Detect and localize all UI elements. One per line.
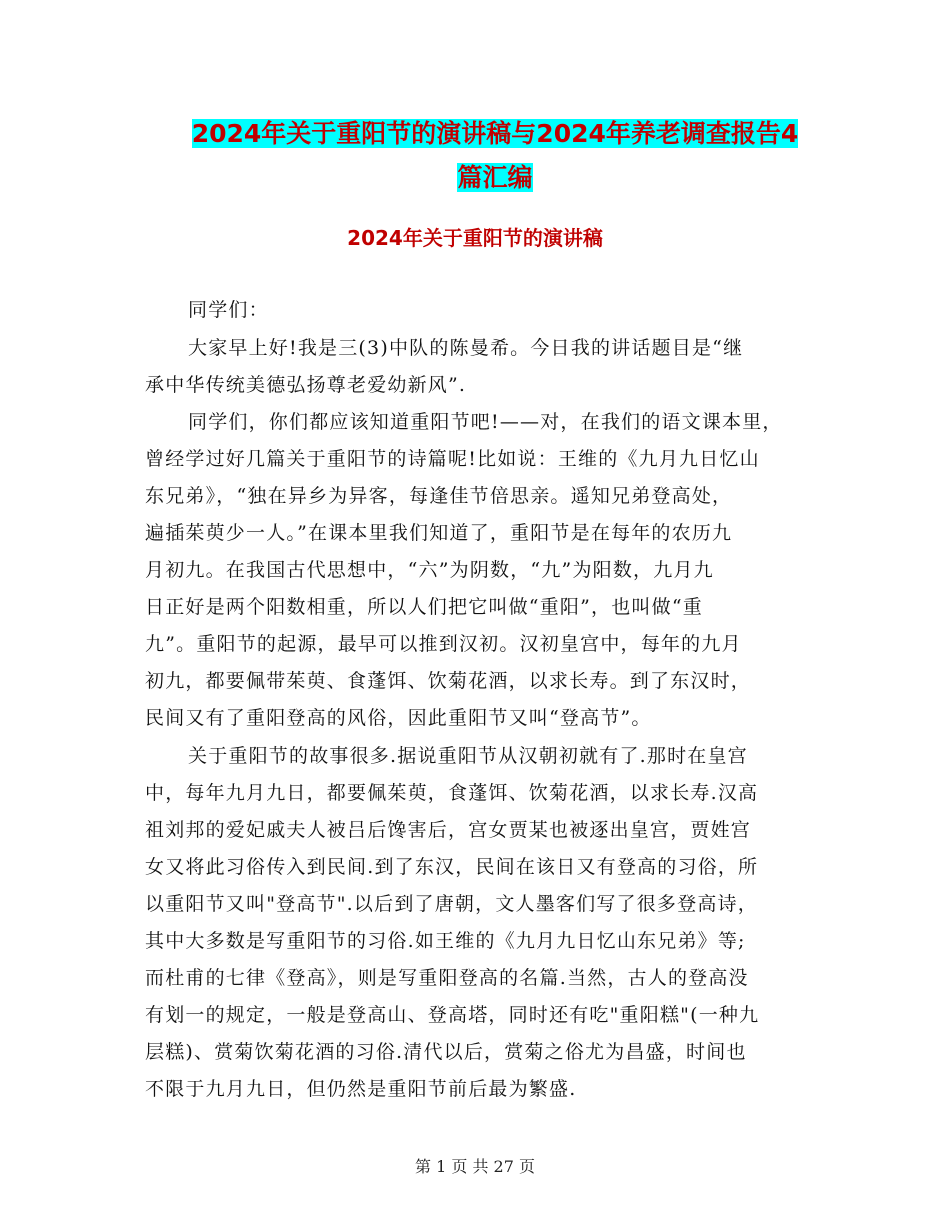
- body-line: 日正好是两个阳数相重，所以人们把它叫做“重阳”，也叫做“重: [145, 596, 703, 618]
- document-title-line1: 2024年关于重阳节的演讲稿与2024年养老调查报告4: [191, 119, 799, 148]
- body-line: 女又将此习俗传入到民间.到了东汉，民间在该日又有登高的习俗，所: [145, 856, 759, 878]
- document-title-line2: 篇汇编: [457, 163, 533, 192]
- body-line: 同学们：: [188, 299, 269, 321]
- body-line: 遍插茱萸少一人。”在课本里我们知道了，重阳节是在每年的农历九: [145, 522, 733, 544]
- body-line: 中，每年九月九日，都要佩茱萸，食蓬饵、饮菊花酒，以求长寿.汉高: [145, 782, 759, 804]
- body-line: 不限于九月九日，但仍然是重阳节前后最为繁盛.: [145, 1078, 577, 1100]
- body-line: 层糕)、赏菊饮菊花酒的习俗.清代以后，赏菊之俗尤为昌盛，时间也: [145, 1041, 747, 1063]
- document-title: [150, 112, 840, 200]
- body-line: 月初九。在我国古代思想中，“六”为阴数，“九”为阳数，九月九: [145, 559, 714, 581]
- body-line: 初九，都要佩带茱萸、食蓬饵、饮菊花酒，以求长寿。到了东汉时，: [145, 670, 752, 692]
- body-line: 而杜甫的七律《登高》，则是写重阳登高的名篇.当然，古人的登高没: [145, 967, 749, 989]
- body-line: 承中华传统美德弘扬尊老爱幼新风”.: [145, 374, 467, 396]
- body-line: 同学们，你们都应该知道重阳节吧!——对，在我们的语文课本里，: [188, 411, 783, 433]
- body-line: 大家早上好!我是三(3)中队的陈曼希。今日我的讲话题目是“继: [188, 337, 744, 359]
- body-line: 民间又有了重阳登高的风俗，因此重阳节又叫“登高节”。: [145, 707, 652, 729]
- body-line: 东兄弟》，“独在异乡为异客，每逢佳节倍思亲。遥知兄弟登高处，: [145, 485, 733, 507]
- page-footer: 第 1 页 共 27 页: [415, 1157, 535, 1176]
- body-line: 祖刘邦的爱妃戚夫人被吕后馋害后，宫女贾某也被逐出皇宫，贾姓宫: [145, 819, 752, 841]
- body-line: 关于重阳节的故事很多.据说重阳节从汉朝初就有了.那时在皇宫: [188, 745, 748, 767]
- body-line: 曾经学过好几篇关于重阳节的诗篇呢!比如说：王维的《九月九日忆山: [145, 448, 760, 470]
- section-heading: 2024年关于重阳节的演讲稿: [347, 226, 603, 250]
- body-line: 以重阳节又叫"登高节".以后到了唐朝，文人墨客们写了很多登高诗，: [145, 893, 758, 915]
- body-line: 其中大多数是写重阳节的习俗.如王维的《九月九日忆山东兄弟》等;: [145, 930, 746, 952]
- body-line: 有划一的规定，一般是登高山、登高塔，同时还有吃"重阳糕"(一种九: [145, 1004, 760, 1026]
- body-line: 九”。重阳节的起源，最早可以推到汉初。汉初皇宫中，每年的九月: [145, 633, 742, 655]
